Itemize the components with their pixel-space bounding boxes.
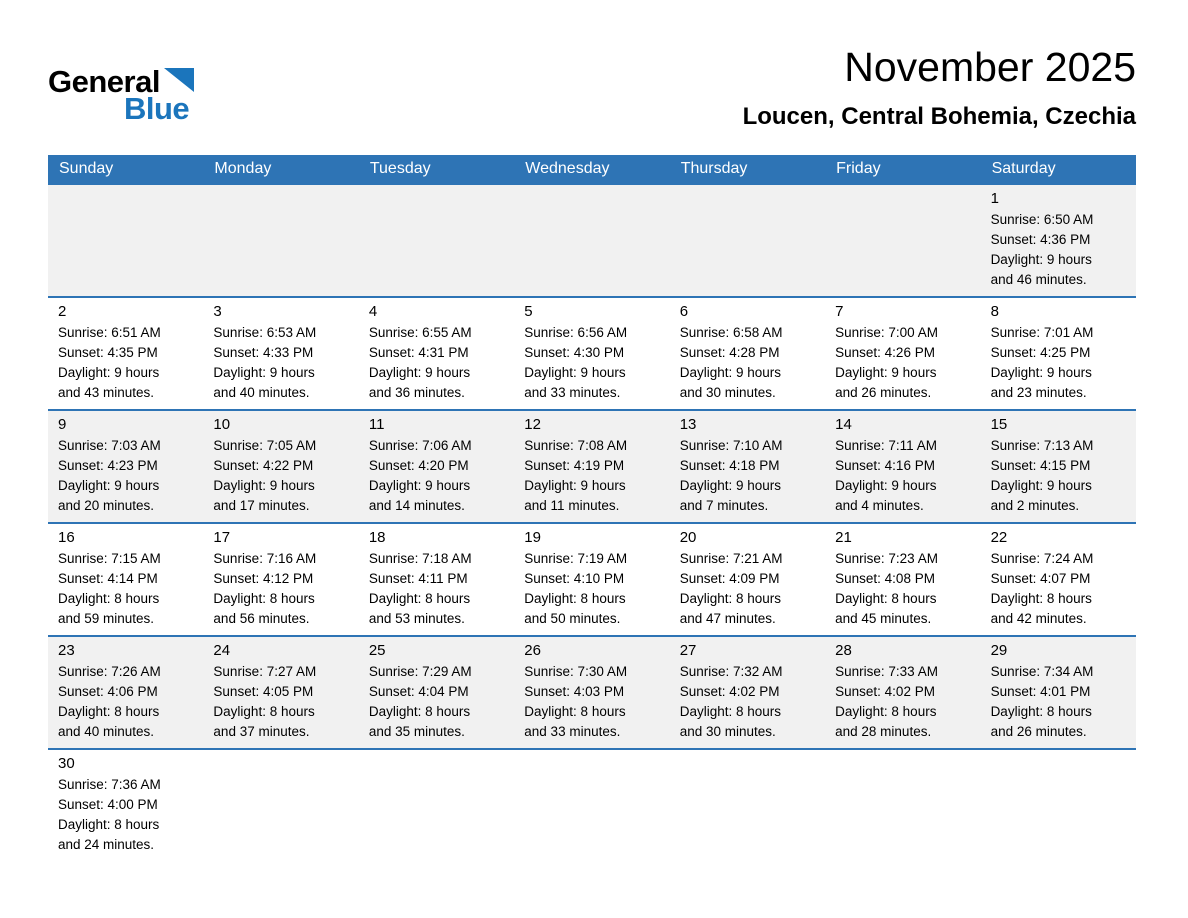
day-sunset: Sunset: 4:16 PM: [835, 458, 935, 473]
day-cell-empty: [825, 185, 980, 296]
weekday-wednesday: Wednesday: [525, 160, 610, 177]
day-daylight_line2: and 43 minutes.: [58, 385, 155, 400]
day-number: 17: [213, 529, 231, 546]
week-row-1: [48, 185, 1136, 296]
week-row-4: [48, 522, 1136, 635]
day-daylight_line2: and 35 minutes.: [368, 724, 465, 739]
day-cell-empty: [203, 185, 358, 296]
day-cell-22: [981, 524, 1136, 635]
day-number: 24: [213, 642, 231, 659]
day-cell-5: [514, 298, 669, 409]
day-daylight_line2: and 20 minutes.: [58, 498, 155, 513]
day-daylight_line2: and 36 minutes.: [368, 385, 465, 400]
logo-blue-text: Blue: [124, 91, 190, 126]
day-cell-18: [359, 524, 514, 635]
day-cell-25: [359, 637, 514, 748]
day-sunrise: Sunrise: 6:53 AM: [213, 325, 317, 340]
day-number: 18: [368, 529, 386, 546]
day-daylight_line2: and 30 minutes.: [679, 385, 776, 400]
day-cell-3: [203, 298, 358, 409]
day-number: 1: [990, 190, 999, 207]
day-sunset: Sunset: 4:31 PM: [368, 345, 469, 360]
day-daylight_line2: and 23 minutes.: [990, 385, 1087, 400]
day-sunset: Sunset: 4:02 PM: [679, 684, 780, 699]
day-cell-21: [825, 524, 980, 635]
day-daylight_line1: Daylight: 8 hours: [368, 704, 471, 719]
day-cell-empty: [359, 185, 514, 296]
day-sunset: Sunset: 4:00 PM: [58, 797, 158, 812]
day-sunset: Sunset: 4:15 PM: [990, 458, 1091, 473]
day-sunset: Sunset: 4:35 PM: [58, 345, 158, 360]
day-daylight_line2: and 46 minutes.: [990, 272, 1087, 287]
day-sunset: Sunset: 4:10 PM: [524, 571, 625, 586]
day-number: 8: [990, 303, 999, 320]
day-cell-7: [825, 298, 980, 409]
day-cell-empty: [514, 750, 669, 861]
day-sunrise: Sunrise: 7:33 AM: [835, 664, 938, 679]
day-cell-10: [203, 411, 358, 522]
day-daylight_line2: and 40 minutes.: [58, 724, 155, 739]
day-sunset: Sunset: 4:22 PM: [213, 458, 314, 473]
day-daylight_line2: and 50 minutes.: [524, 611, 621, 626]
day-sunrise: Sunrise: 7:15 AM: [58, 551, 161, 566]
day-daylight_line1: Daylight: 8 hours: [524, 704, 626, 719]
day-daylight_line1: Daylight: 9 hours: [213, 478, 315, 493]
day-daylight_line2: and 4 minutes.: [835, 498, 924, 513]
day-sunrise: Sunrise: 7:16 AM: [213, 551, 317, 566]
day-sunrise: Sunrise: 7:01 AM: [990, 325, 1094, 340]
day-number: 26: [524, 642, 541, 659]
day-daylight_line1: Daylight: 9 hours: [213, 365, 315, 380]
day-cell-empty: [825, 750, 980, 861]
day-cell-29: [981, 637, 1136, 748]
day-cell-9: [48, 411, 203, 522]
week-row-3: [48, 409, 1136, 522]
day-sunrise: Sunrise: 7:30 AM: [524, 664, 628, 679]
day-cell-empty: [48, 185, 203, 296]
day-sunrise: Sunrise: 7:03 AM: [58, 438, 161, 453]
day-daylight_line2: and 2 minutes.: [990, 498, 1080, 513]
day-daylight_line1: Daylight: 9 hours: [990, 252, 1092, 267]
weekday-thursday: Thursday: [680, 160, 748, 177]
day-sunset: Sunset: 4:03 PM: [524, 684, 625, 699]
day-sunrise: Sunrise: 6:55 AM: [368, 325, 472, 340]
day-number: 30: [58, 755, 75, 772]
day-daylight_line2: and 7 minutes.: [679, 498, 769, 513]
day-sunrise: Sunrise: 6:58 AM: [679, 325, 783, 340]
day-number: 23: [58, 642, 75, 659]
day-sunrise: Sunrise: 7:24 AM: [990, 551, 1094, 566]
day-number: 29: [990, 642, 1008, 659]
day-daylight_line1: Daylight: 8 hours: [679, 704, 782, 719]
day-sunrise: Sunrise: 7:05 AM: [213, 438, 317, 453]
day-cell-empty: [514, 185, 669, 296]
day-number: 16: [58, 529, 75, 546]
calendar: [48, 155, 1136, 861]
day-cell-15: [981, 411, 1136, 522]
day-daylight_line2: and 42 minutes.: [990, 611, 1087, 626]
day-cell-24: [203, 637, 358, 748]
day-cell-4: [359, 298, 514, 409]
day-daylight_line1: Daylight: 9 hours: [58, 365, 160, 380]
day-sunrise: Sunrise: 7:18 AM: [368, 551, 472, 566]
day-sunset: Sunset: 4:05 PM: [213, 684, 314, 699]
day-sunset: Sunset: 4:26 PM: [835, 345, 935, 360]
day-daylight_line1: Daylight: 9 hours: [679, 365, 782, 380]
day-number: 19: [524, 529, 541, 546]
day-daylight_line1: Daylight: 9 hours: [368, 478, 471, 493]
day-sunset: Sunset: 4:02 PM: [835, 684, 935, 699]
day-number: 13: [679, 416, 697, 433]
weekday-header-row: [48, 155, 1136, 185]
day-number: 4: [368, 303, 378, 320]
day-daylight_line1: Daylight: 9 hours: [990, 365, 1092, 380]
day-number: 7: [835, 303, 844, 320]
weekday-tuesday: Tuesday: [369, 160, 431, 177]
day-daylight_line1: Daylight: 8 hours: [835, 591, 937, 606]
day-cell-30: [48, 750, 203, 861]
day-daylight_line1: Daylight: 8 hours: [58, 591, 160, 606]
day-sunset: Sunset: 4:18 PM: [679, 458, 780, 473]
day-sunset: Sunset: 4:19 PM: [524, 458, 625, 473]
logo-general-text: General: [48, 64, 160, 99]
day-daylight_line2: and 26 minutes.: [990, 724, 1087, 739]
day-sunrise: Sunrise: 7:13 AM: [990, 438, 1094, 453]
day-daylight_line1: Daylight: 8 hours: [990, 591, 1092, 606]
day-sunset: Sunset: 4:23 PM: [58, 458, 158, 473]
day-daylight_line1: Daylight: 9 hours: [835, 478, 937, 493]
day-cell-23: [48, 637, 203, 748]
day-daylight_line1: Daylight: 9 hours: [368, 365, 471, 380]
day-sunset: Sunset: 4:12 PM: [213, 571, 314, 586]
day-number: 15: [990, 416, 1008, 433]
day-sunset: Sunset: 4:14 PM: [58, 571, 158, 586]
day-sunrise: Sunrise: 7:21 AM: [679, 551, 783, 566]
day-sunset: Sunset: 4:06 PM: [58, 684, 158, 699]
general-blue-logo: [48, 66, 194, 124]
day-sunset: Sunset: 4:09 PM: [679, 571, 780, 586]
day-daylight_line2: and 40 minutes.: [213, 385, 310, 400]
calendar-body: [48, 185, 1136, 861]
day-sunrise: Sunrise: 6:50 AM: [990, 212, 1094, 227]
day-daylight_line1: Daylight: 8 hours: [990, 704, 1092, 719]
day-cell-16: [48, 524, 203, 635]
day-cell-26: [514, 637, 669, 748]
day-sunrise: Sunrise: 7:29 AM: [368, 664, 472, 679]
day-sunset: Sunset: 4:11 PM: [368, 571, 468, 586]
day-number: 25: [368, 642, 386, 659]
day-daylight_line2: and 56 minutes.: [213, 611, 310, 626]
day-number: 9: [58, 416, 67, 433]
page-title: November 2025: [844, 44, 1136, 90]
weekday-sunday: Sunday: [59, 160, 114, 177]
day-cell-empty: [203, 750, 358, 861]
day-daylight_line2: and 33 minutes.: [524, 385, 621, 400]
day-daylight_line1: Daylight: 8 hours: [368, 591, 471, 606]
day-sunset: Sunset: 4:04 PM: [368, 684, 469, 699]
day-sunrise: Sunrise: 7:23 AM: [835, 551, 938, 566]
day-daylight_line2: and 17 minutes.: [213, 498, 310, 513]
day-number: 6: [679, 303, 689, 320]
day-number: 2: [58, 303, 67, 320]
day-sunrise: Sunrise: 7:00 AM: [835, 325, 938, 340]
day-cell-8: [981, 298, 1136, 409]
day-daylight_line1: Daylight: 8 hours: [213, 704, 315, 719]
day-cell-empty: [670, 185, 825, 296]
day-sunrise: Sunrise: 6:51 AM: [58, 325, 161, 340]
day-number: 10: [213, 416, 231, 433]
day-cell-20: [670, 524, 825, 635]
day-number: 28: [835, 642, 852, 659]
weekday-friday: Friday: [836, 160, 881, 177]
day-sunset: Sunset: 4:08 PM: [835, 571, 935, 586]
day-daylight_line1: Daylight: 9 hours: [58, 478, 160, 493]
day-sunrise: Sunrise: 7:34 AM: [990, 664, 1094, 679]
day-daylight_line2: and 33 minutes.: [524, 724, 621, 739]
day-sunrise: Sunrise: 7:27 AM: [213, 664, 317, 679]
day-number: 12: [524, 416, 541, 433]
day-daylight_line1: Daylight: 8 hours: [58, 817, 160, 832]
day-sunrise: Sunrise: 7:10 AM: [679, 438, 783, 453]
day-daylight_line1: Daylight: 8 hours: [213, 591, 315, 606]
day-sunset: Sunset: 4:07 PM: [990, 571, 1091, 586]
day-cell-12: [514, 411, 669, 522]
page-header: [0, 0, 1188, 155]
day-sunset: Sunset: 4:36 PM: [990, 232, 1091, 247]
day-number: 27: [679, 642, 697, 659]
day-number: 14: [835, 416, 852, 433]
weekday-monday: Monday: [214, 160, 272, 177]
day-daylight_line2: and 53 minutes.: [368, 611, 465, 626]
day-daylight_line1: Daylight: 8 hours: [58, 704, 160, 719]
day-sunset: Sunset: 4:01 PM: [990, 684, 1091, 699]
day-cell-2: [48, 298, 203, 409]
week-row-5: [48, 635, 1136, 748]
weekday-saturday: Saturday: [991, 160, 1056, 177]
day-cell-11: [359, 411, 514, 522]
day-daylight_line2: and 59 minutes.: [58, 611, 155, 626]
day-daylight_line2: and 30 minutes.: [679, 724, 776, 739]
day-sunset: Sunset: 4:28 PM: [679, 345, 780, 360]
page-subtitle: Loucen, Central Bohemia, Czechia: [742, 103, 1136, 131]
day-daylight_line1: Daylight: 8 hours: [524, 591, 626, 606]
day-number: 21: [835, 529, 852, 546]
day-daylight_line2: and 11 minutes.: [524, 498, 620, 513]
day-number: 3: [213, 303, 222, 320]
day-daylight_line1: Daylight: 8 hours: [835, 704, 937, 719]
week-row-6: [48, 748, 1136, 861]
day-daylight_line1: Daylight: 9 hours: [679, 478, 782, 493]
day-number: 20: [679, 529, 697, 546]
week-row-2: [48, 296, 1136, 409]
day-sunrise: Sunrise: 7:08 AM: [524, 438, 628, 453]
day-cell-28: [825, 637, 980, 748]
day-number: 22: [990, 529, 1008, 546]
day-sunset: Sunset: 4:25 PM: [990, 345, 1091, 360]
day-number: 5: [524, 303, 533, 320]
day-cell-empty: [359, 750, 514, 861]
day-daylight_line1: Daylight: 9 hours: [524, 478, 626, 493]
day-daylight_line2: and 14 minutes.: [368, 498, 465, 513]
day-daylight_line2: and 26 minutes.: [835, 385, 932, 400]
day-daylight_line2: and 24 minutes.: [58, 837, 155, 852]
day-sunset: Sunset: 4:33 PM: [213, 345, 314, 360]
day-daylight_line2: and 37 minutes.: [213, 724, 310, 739]
day-daylight_line1: Daylight: 9 hours: [835, 365, 937, 380]
day-cell-6: [670, 298, 825, 409]
day-sunrise: Sunrise: 7:06 AM: [368, 438, 472, 453]
day-cell-14: [825, 411, 980, 522]
day-daylight_line1: Daylight: 9 hours: [990, 478, 1092, 493]
day-daylight_line2: and 28 minutes.: [835, 724, 932, 739]
day-cell-17: [203, 524, 358, 635]
day-sunset: Sunset: 4:30 PM: [524, 345, 625, 360]
day-cell-empty: [981, 750, 1136, 861]
title-block: [743, 44, 1136, 131]
day-sunrise: Sunrise: 6:56 AM: [524, 325, 628, 340]
day-sunrise: Sunrise: 7:32 AM: [679, 664, 783, 679]
day-sunset: Sunset: 4:20 PM: [368, 458, 469, 473]
day-sunrise: Sunrise: 7:11 AM: [835, 438, 937, 453]
day-daylight_line1: Daylight: 9 hours: [524, 365, 626, 380]
day-cell-1: [981, 185, 1136, 296]
day-number: 11: [368, 416, 385, 433]
day-cell-27: [670, 637, 825, 748]
day-daylight_line2: and 47 minutes.: [679, 611, 776, 626]
day-sunrise: Sunrise: 7:26 AM: [58, 664, 161, 679]
day-cell-13: [670, 411, 825, 522]
day-sunrise: Sunrise: 7:36 AM: [58, 777, 161, 792]
day-cell-19: [514, 524, 669, 635]
day-cell-empty: [670, 750, 825, 861]
day-daylight_line1: Daylight: 8 hours: [679, 591, 782, 606]
day-sunrise: Sunrise: 7:19 AM: [524, 551, 628, 566]
day-daylight_line2: and 45 minutes.: [835, 611, 932, 626]
